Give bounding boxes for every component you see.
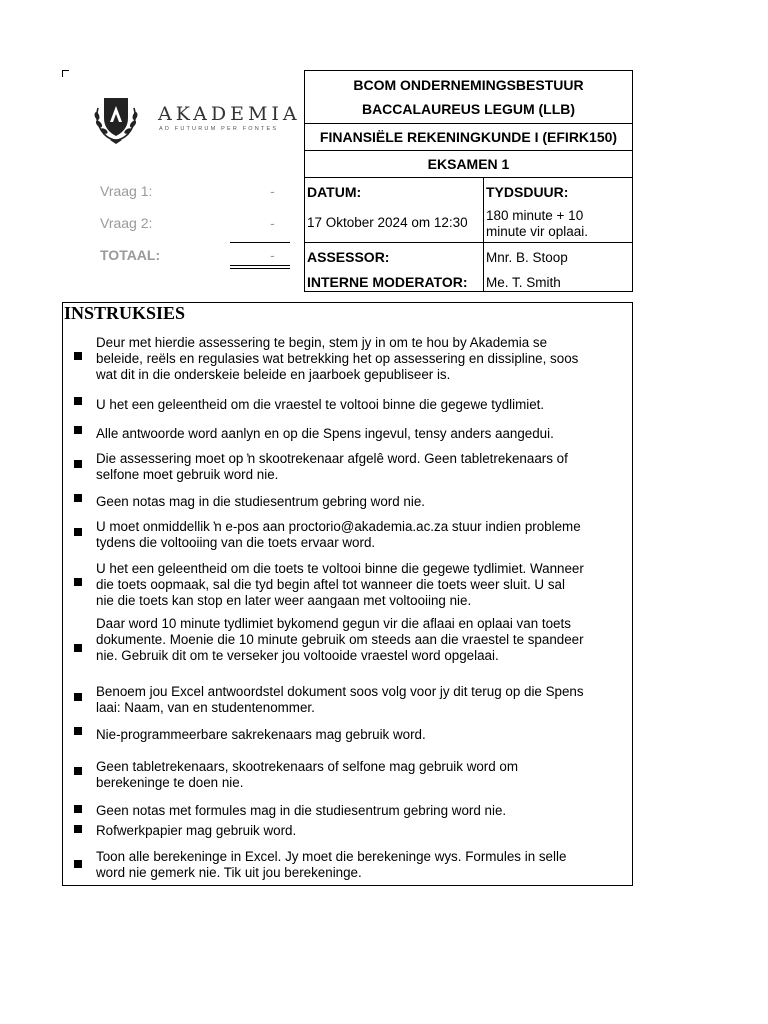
date-label: DATUM: — [307, 184, 362, 200]
bullet-icon — [74, 644, 82, 652]
bullet-icon — [74, 528, 82, 536]
total-divider — [230, 242, 290, 243]
total-underline-1 — [230, 265, 290, 266]
akademia-crest-icon — [90, 90, 142, 146]
bullet-icon — [74, 426, 82, 434]
score-label-q1: Vraag 1: — [100, 183, 153, 199]
bullet-icon — [74, 860, 82, 868]
bullet-icon — [74, 397, 82, 405]
duration-label: TYDSDUUR: — [486, 184, 569, 200]
instruction-item-13: Rofwerkpapier mag gebruik word. — [96, 823, 297, 838]
instruction-item-2: U het een geleentheid om die vraestel te voltooi binne die gegewe tydlimiet. — [96, 397, 545, 412]
bullet-icon — [74, 805, 82, 813]
instruction-item-9: Benoem jou Excel antwoordstel dokument soos volg voor jy dit terug op die Spens laai: Naam, van en studentenommer. — [96, 684, 584, 715]
bullet-icon — [74, 727, 82, 735]
programme-line-2: BACCALAUREUS LEGUM (LLB) — [361, 101, 576, 117]
bullet-icon — [74, 352, 82, 360]
programme-cell — [304, 70, 633, 124]
bullet-icon — [74, 460, 82, 468]
brand-name: AKADEMIA — [158, 103, 301, 125]
bullet-icon — [74, 494, 82, 502]
bullet-icon — [74, 578, 82, 586]
instruction-item-1: Deur met hierdie assessering te begin, stem jy in om te hou by Akademia se beleide, reëls en regulasies wat betrekking het op assessering en dissipline, soos wat dit in die onderskeie beleide en jaarboek gepubliseer is. — [96, 335, 579, 382]
instruction-item-8: Daar word 10 minute tydlimiet bykomend gegun vir die aflaai en oplaai van toets dokumente. Moenie die 10 minute gebruik om steeds aan die vraestel te spandeer nie. Gebruik dit om te verseker jou voltooide vraestel word opgelaai. — [96, 616, 584, 663]
instruction-item-5: Geen notas mag in die studiesentrum gebring word nie. — [96, 494, 426, 509]
score-value-q2: - — [270, 215, 275, 231]
score-label-total: TOTAAL: — [100, 247, 161, 263]
instruction-item-7: U het een geleentheid om die toets te voltooi binne die gegewe tydlimiet. Wanneer die toets oopmaak, sal die tyd begin aftel tot wanneer die toets weer sluit. U sal nie die toets kan stop en later weer aangaan met voltooiing nie. — [96, 561, 584, 608]
instruction-item-3: Alle antwoorde word aanlyn en op die Spens ingevul, tensy anders aangedui. — [96, 426, 554, 441]
programme-line-1: BCOM ONDERNEMINGSBESTUUR — [353, 77, 584, 93]
moderator-label: INTERNE MODERATOR: — [307, 274, 468, 290]
score-label-q2: Vraag 2: — [100, 215, 153, 231]
assessor-value: Mnr. B. Stoop — [486, 249, 568, 265]
course-title: FINANSIËLE REKENINGKUNDE I (EFIRK150) — [304, 123, 633, 151]
date-value: 17 Oktober 2024 om 12:30 — [307, 214, 468, 230]
duration-value: 180 minute + 10 minute vir oplaai. — [486, 208, 589, 239]
instructions-title: INSTRUKSIES — [64, 303, 186, 323]
score-value-total: - — [270, 247, 275, 263]
total-underline-2 — [230, 268, 290, 269]
instruction-item-12: Geen notas met formules mag in die studiesentrum gebring word nie. — [96, 803, 507, 818]
instruction-item-11: Geen tabletrekenaars, skootrekenaars of selfone mag gebruik word om berekeninge te doen nie. — [96, 759, 519, 790]
assessor-label: ASSESSOR: — [307, 249, 390, 265]
exam-title: EKSAMEN 1 — [304, 150, 633, 178]
instruction-item-10: Nie-programmeerbare sakrekenaars mag gebruik word. — [96, 727, 426, 742]
bullet-icon — [74, 767, 82, 775]
moderator-value: Me. T. Smith — [486, 274, 561, 290]
instruction-item-6: U moet onmiddellik ŉ e-pos aan proctorio@akademia.ac.za stuur indien probleme tydens die voltooiing van die toets ervaar word. — [96, 519, 581, 550]
score-value-q1: - — [270, 183, 275, 199]
corner-mark — [62, 70, 69, 77]
bullet-icon — [74, 693, 82, 701]
instruction-item-4: Die assessering moet op ŉ skootrekenaar afgelê word. Geen tabletrekenaars of selfone moet gebruik word nie. — [96, 451, 568, 482]
bullet-icon — [74, 825, 82, 833]
brand-motto: AD FUTURUM PER FONTES — [159, 126, 279, 132]
instruction-item-14: Toon alle berekeninge in Excel. Jy moet die berekeninge wys. Formules in selle word nie gemerk nie. Tik uit jou berekeninge. — [96, 849, 567, 880]
